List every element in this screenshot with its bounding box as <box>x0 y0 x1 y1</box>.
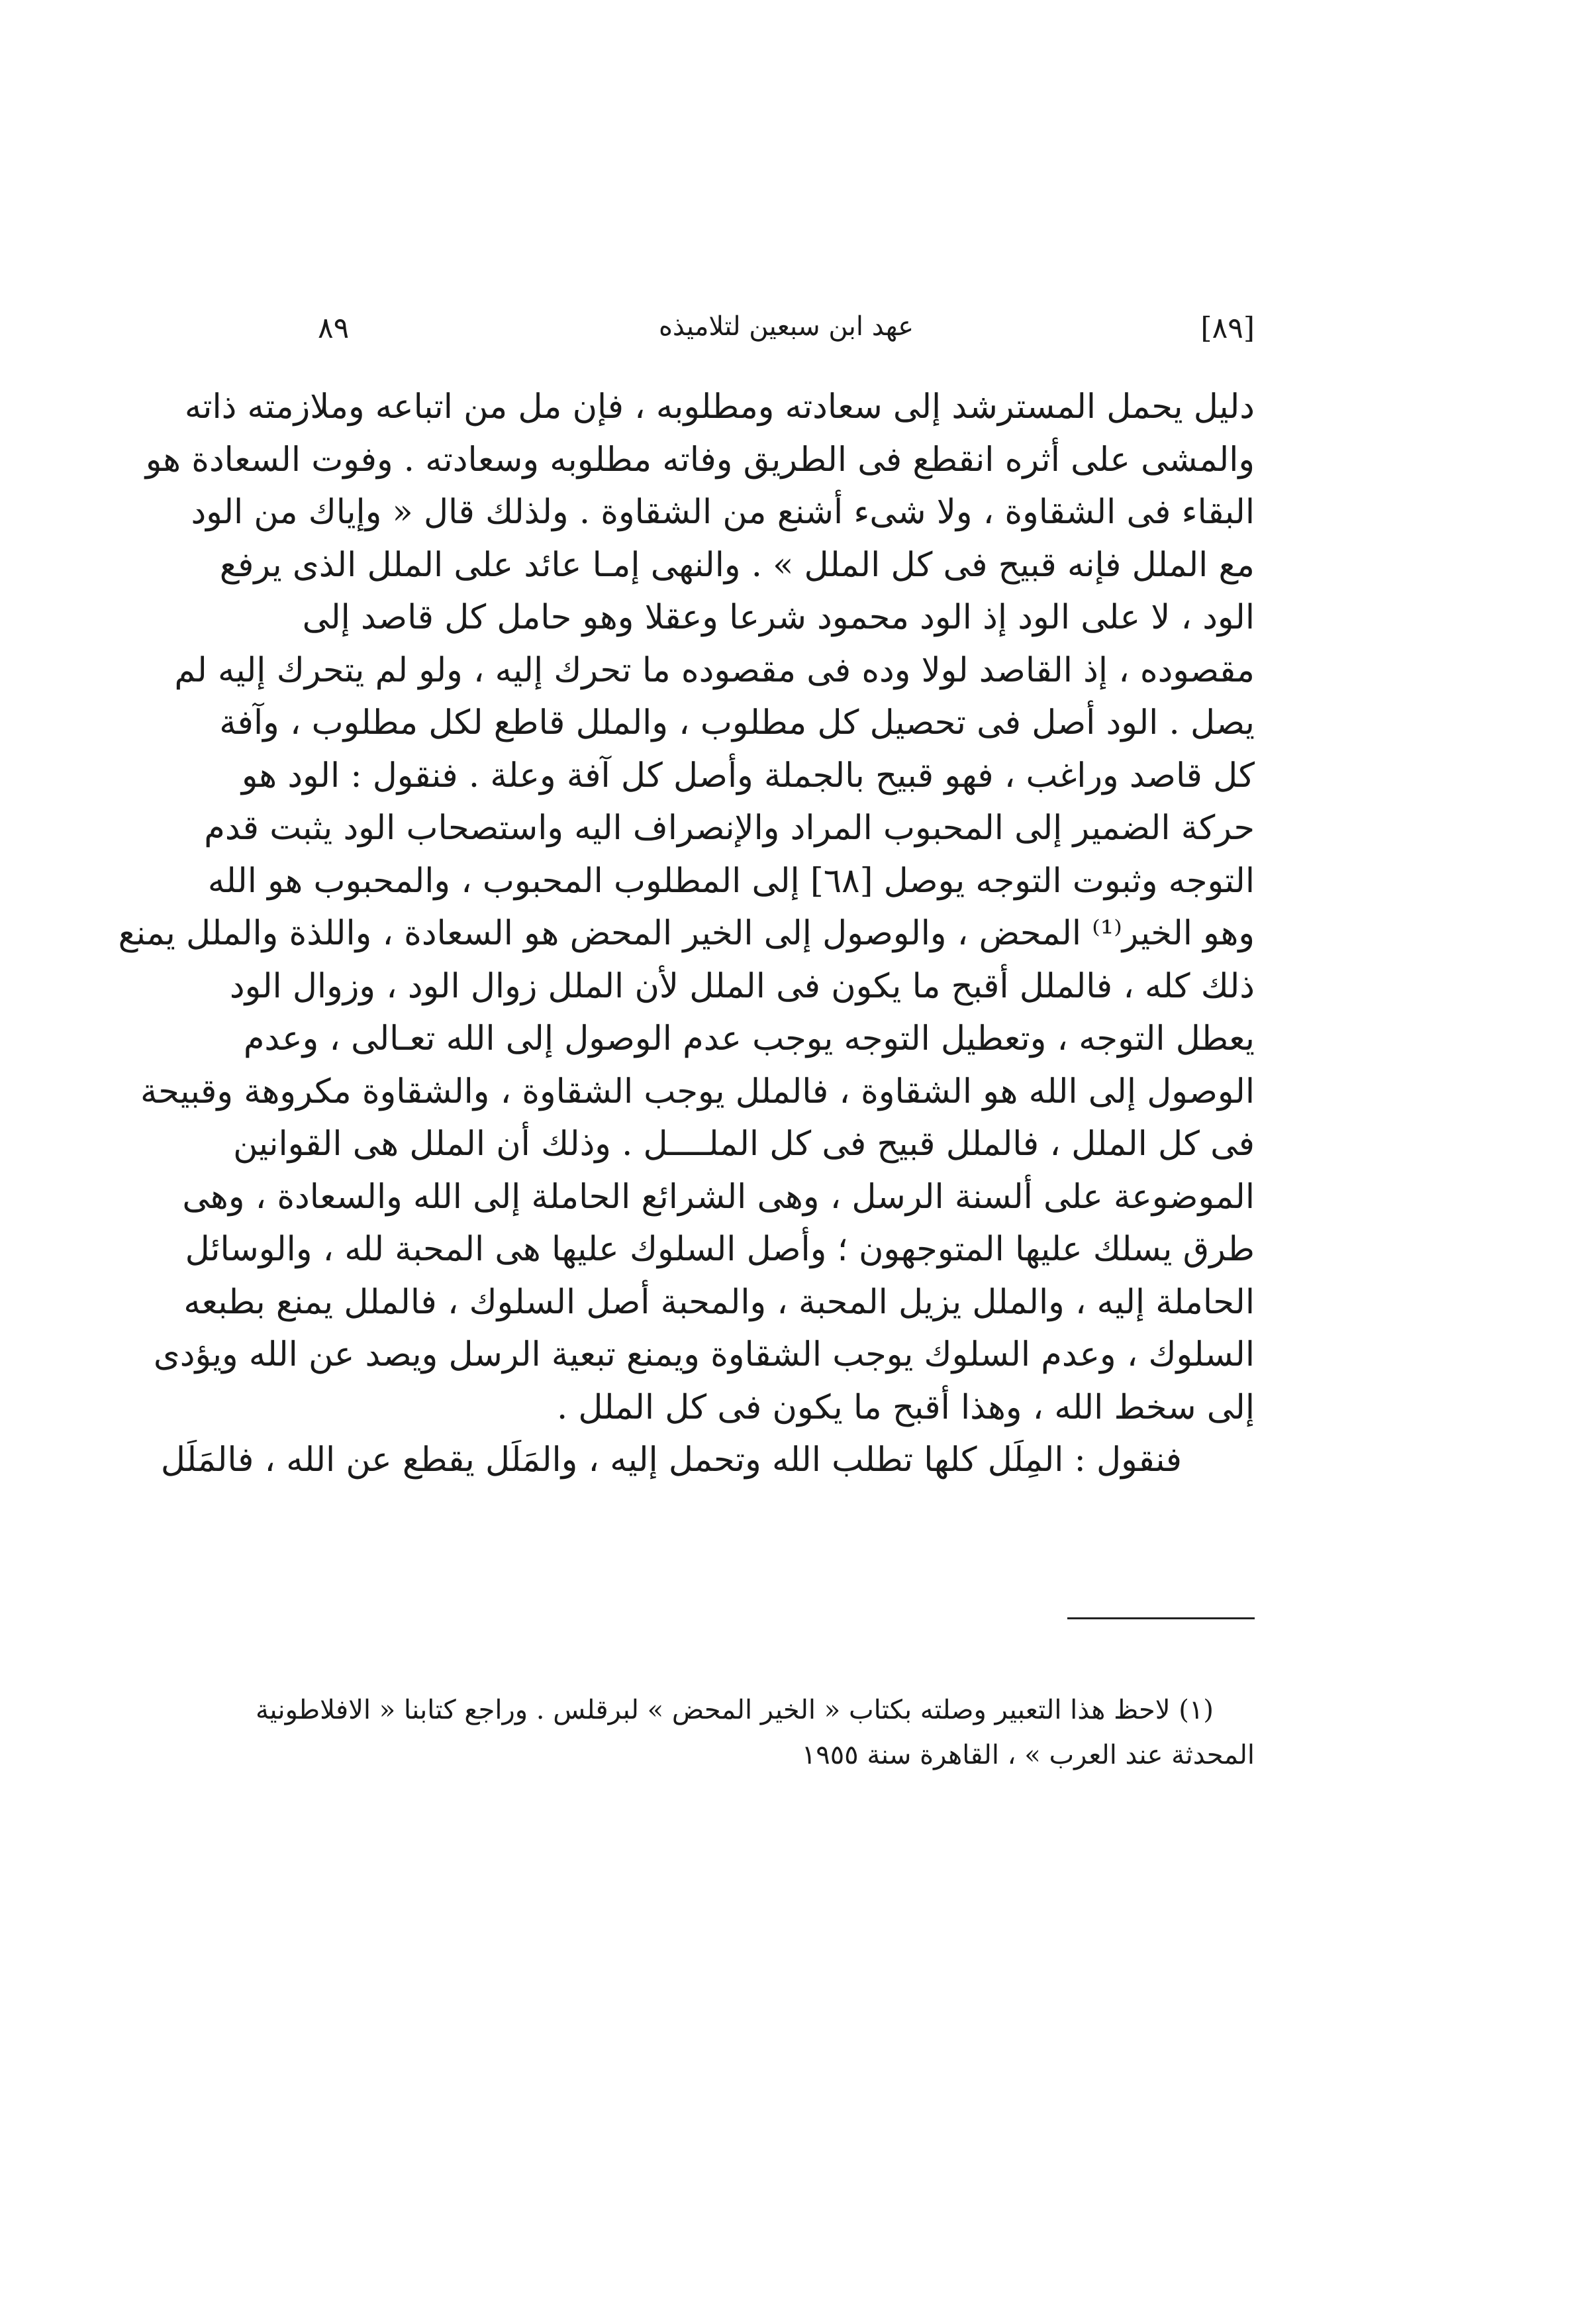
body-text <box>118 381 1255 1487</box>
text-line: الحاملة إليه ، والملل يزيل المحبة ، والمحبة أصل السلوك ، فالملل يمنع بطبعه <box>183 1282 1255 1322</box>
page-number: ٨٩ <box>318 311 350 345</box>
footnote-line: (١) لاحظ هذا التعبير وصلته بكتاب « الخير المحض » لبرقلس . وراجع كتابنا « الافلاطونية <box>255 1695 1214 1725</box>
text-line: الموضوعة على ألسنة الرسل ، وهى الشرائع الحاملة إلى الله والسعادة ، وهى <box>182 1177 1255 1217</box>
text-line: إلى سخط الله ، وهذا أقبح ما يكون فى كل الملل . <box>556 1388 1255 1427</box>
bracketed-page-number: [٨٩] <box>1200 311 1255 345</box>
text-line: وهو الخير⁽¹⁾ المحض ، والوصول إلى الخير المحض هو السعادة ، واللذة والملل يمنع <box>118 914 1255 953</box>
text-line: الوصول إلى الله هو الشقاوة ، فالملل يوجب الشقاوة ، والشقاوة مكروهة وقبيحة <box>140 1072 1255 1111</box>
text-line: فنقول : المِلَل كلها تطلب الله وتحمل إليه ، والمَلَل يقطع عن الله ، فالمَلَل <box>160 1440 1182 1480</box>
text-line: دليل يحمل المسترشد إلى سعادته ومطلوبه ، فإن مل من اتباعه وملازمته ذاته <box>184 387 1255 427</box>
text-line: الود ، لا على الود إذ الود محمود شرعا وعقلا وهو حامل كل قاصد إلى <box>302 598 1255 637</box>
text-line: يصل . الود أصل فى تحصيل كل مطلوب ، والملل قاطع لكل مطلوب ، وآفة <box>219 703 1255 742</box>
text-line: ذلك كله ، فالملل أقبح ما يكون فى الملل لأن الملل زوال الود ، وزوال الود <box>229 966 1255 1006</box>
footnote-line: المحدثة عند العرب » ، القاهرة سنة ١٩٥٥ <box>801 1740 1255 1770</box>
running-title: عهد ابن سبعين لتلاميذه <box>658 311 914 342</box>
text-line: فى كل الملل ، فالملل قبيح فى كل الملــــل . وذلك أن الملل هى القوانين <box>233 1125 1255 1164</box>
footnote <box>255 1688 1255 1778</box>
text-line: السلوك ، وعدم السلوك يوجب الشقاوة ويمنع تبعية الرسل ويصد عن الله ويؤدى <box>153 1335 1255 1374</box>
text-line: والمشى على أثره انقطع فى الطريق وفاته مطلوبه وسعادته . وفوت السعادة هو <box>145 440 1255 480</box>
text-line: البقاء فى الشقاوة ، ولا شىء أشنع من الشقاوة . ولذلك قال « وإياك من الود <box>191 493 1255 532</box>
text-line: كل قاصد وراغب ، فهو قبيح بالجملة وأصل كل آفة وعلة . فنقول : الود هو <box>241 756 1255 795</box>
text-line: حركة الضمير إلى المحبوب المراد والإنصراف اليه واستصحاب الود يثبت قدم <box>204 809 1255 848</box>
text-line: يعطل التوجه ، وتعطيل التوجه يوجب عدم الوصول إلى الله تعـالى ، وعدم <box>243 1019 1255 1058</box>
page-header <box>318 311 1255 364</box>
text-line: مقصوده ، إذ القاصد لولا وده فى مقصوده ما تحرك إليه ، ولو لم يتحرك إليه لم <box>174 650 1255 690</box>
text-line: طرق يسلك عليها المتوجهون ؛ وأصل السلوك عليها هى المحبة لله ، والوسائل <box>185 1230 1255 1269</box>
text-line: مع الملل فإنه قبيح فى كل الملل » . والنهى إمـا عائد على الملل الذى يرفع <box>219 545 1255 585</box>
footnote-separator <box>1067 1617 1255 1619</box>
text-line: التوجه وثبوت التوجه يوصل [٦٨] إلى المطلوب المحبوب ، والمحبوب هو الله <box>207 861 1255 901</box>
